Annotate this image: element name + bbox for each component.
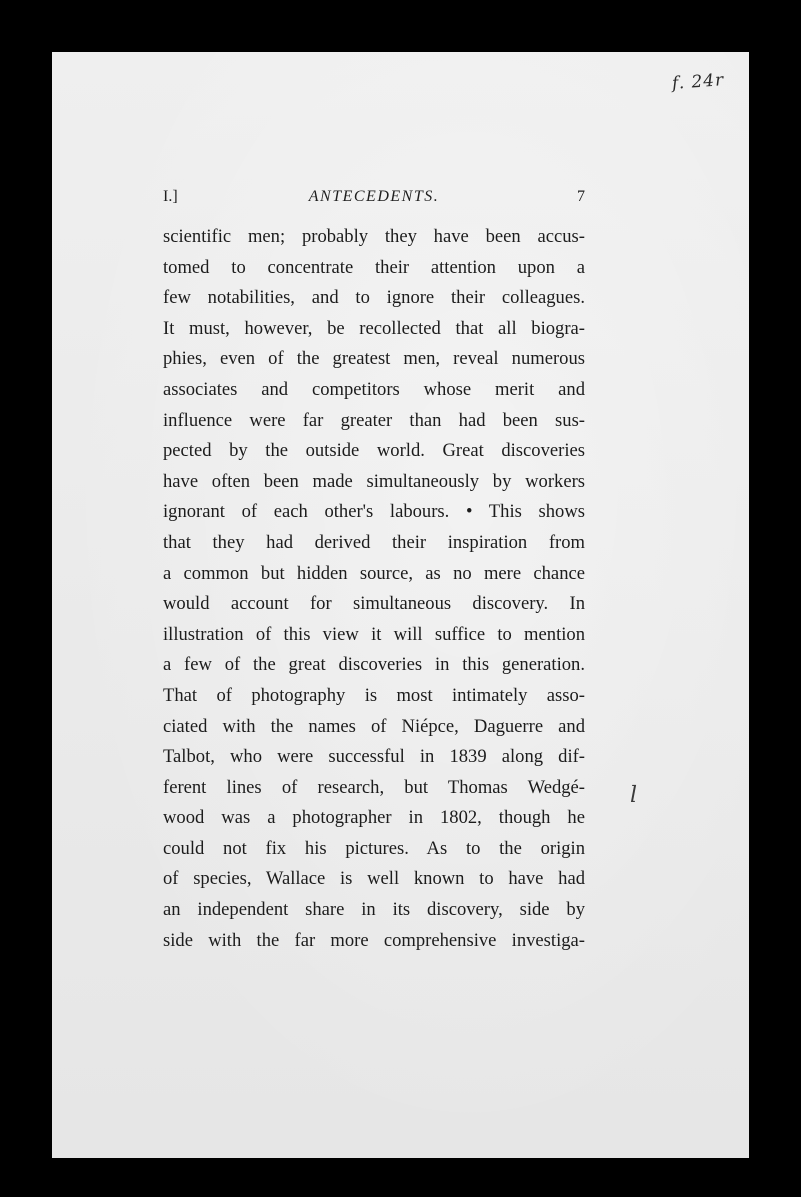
text-line: Talbot, who were successful in 1839 along dif- <box>163 746 585 768</box>
running-head <box>163 188 585 210</box>
text-line: an independent share in its discovery, side by <box>163 899 585 921</box>
text-line: that they had derived their inspiration from <box>163 531 585 553</box>
text-line: could not fix his pictures. As to the origin <box>163 837 585 859</box>
folio-annotation: f. 24r <box>671 70 725 94</box>
text-line: a few of the great discoveries in this generation. <box>163 654 585 676</box>
text-line: of species, Wallace is well known to have had <box>163 868 585 890</box>
margin-annotation: l <box>630 783 638 808</box>
text-line: ciated with the names of Niépce, Daguerre and <box>163 715 585 737</box>
text-line: would account for simultaneous discovery. In <box>163 593 585 615</box>
text-line: associates and competitors whose merit and <box>163 378 585 400</box>
text-line: That of photography is most intimately asso- <box>163 684 585 706</box>
text-line: scientific men; probably they have been accus- <box>163 226 585 247</box>
text-line: a common but hidden source, as no mere chance <box>163 562 585 584</box>
text-line: It must, however, be recollected that all biogra- <box>163 317 585 339</box>
text-line: ignorant of each other's labours. • This shows <box>163 501 585 523</box>
page-number: 7 <box>577 188 585 205</box>
chapter-number: I.] <box>163 188 178 205</box>
text-line: ferent lines of research, but Thomas Wedgé- <box>163 776 585 798</box>
text-line: have often been made simultaneously by workers <box>163 470 585 492</box>
text-line: wood was a photographer in 1802, though he <box>163 807 585 829</box>
text-line: side with the far more comprehensive investiga- <box>163 929 585 951</box>
text-line: phies, even of the greatest men, reveal numerous <box>163 348 585 370</box>
body-text <box>163 222 585 956</box>
text-line: few notabilities, and to ignore their colleagues. <box>163 287 585 309</box>
running-title: ANTECEDENTS. <box>308 188 440 205</box>
text-line: pected by the outside world. Great discoveries <box>163 440 585 462</box>
text-line: illustration of this view it will suffice to mention <box>163 623 585 645</box>
text-line: influence were far greater than had been sus- <box>163 409 585 431</box>
text-line: tomed to concentrate their attention upon a <box>163 256 585 278</box>
